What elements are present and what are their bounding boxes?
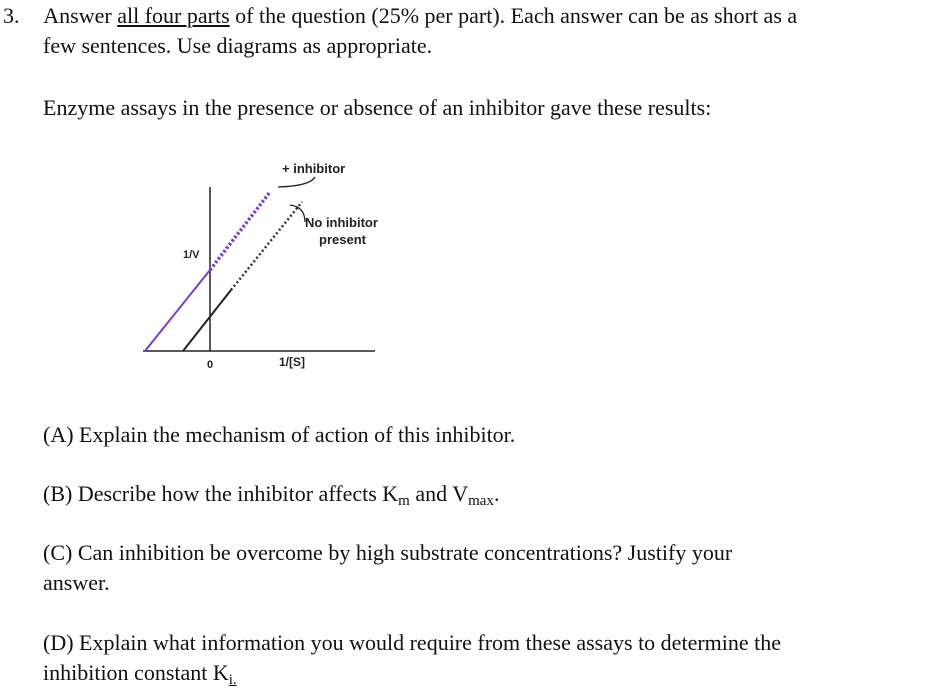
origin-label: 0 [207,359,214,371]
km-subscript: m [398,493,410,509]
part-d-line-1: (D) Explain what information you would require from these assays to determine the [43,630,782,655]
question-number: 3. [3,3,20,28]
inhibitor-label: + inhibitor [282,161,346,176]
inhibitor-callout [278,177,315,187]
part-d-text: inhibition constant K [43,660,229,685]
part-b-end: . [493,481,500,506]
inhibitor-line [145,270,210,351]
intro-text: Enzyme assays in the presence or absence of an inhibitor gave these results: [43,95,712,120]
question-emphasis: all four parts [117,3,230,28]
x-axis-label: 1/[S] [279,355,306,369]
no-inhibitor-callout [290,205,305,222]
part-b-text: (B) Describe how the inhibitor affects K [43,481,399,506]
inhibitor-dotted-line [210,192,270,270]
part-b-mid: and V [409,481,469,506]
no-inhibitor-line [183,290,231,351]
question-text-b: of the question (25% per part). Each answer can be as short as a [229,3,798,28]
part-a: (A) Explain the mechanism of action of this inhibitor. [43,422,516,447]
part-d-line-2 [43,660,237,689]
part-c-line-1: (C) Can inhibition be overcome by high substrate concentrations? Justify your [43,540,733,565]
y-axis-label: 1/V [183,249,200,261]
no-inhibitor-label-1: No inhibitor [305,215,378,230]
no-inhibitor-dotted-line [231,202,302,290]
part-b [43,481,499,510]
ki-subscript: i. [228,672,237,688]
question-text-a: Answer [43,3,118,28]
vmax-subscript: max [468,493,494,509]
part-c-line-2: answer. [43,570,110,595]
question-line-2: few sentences. Use diagrams as appropriate. [43,33,433,58]
no-inhibitor-label-2: present [319,232,366,247]
lineweaver-burk-diagram [135,150,405,380]
question-line-1 [3,3,797,29]
